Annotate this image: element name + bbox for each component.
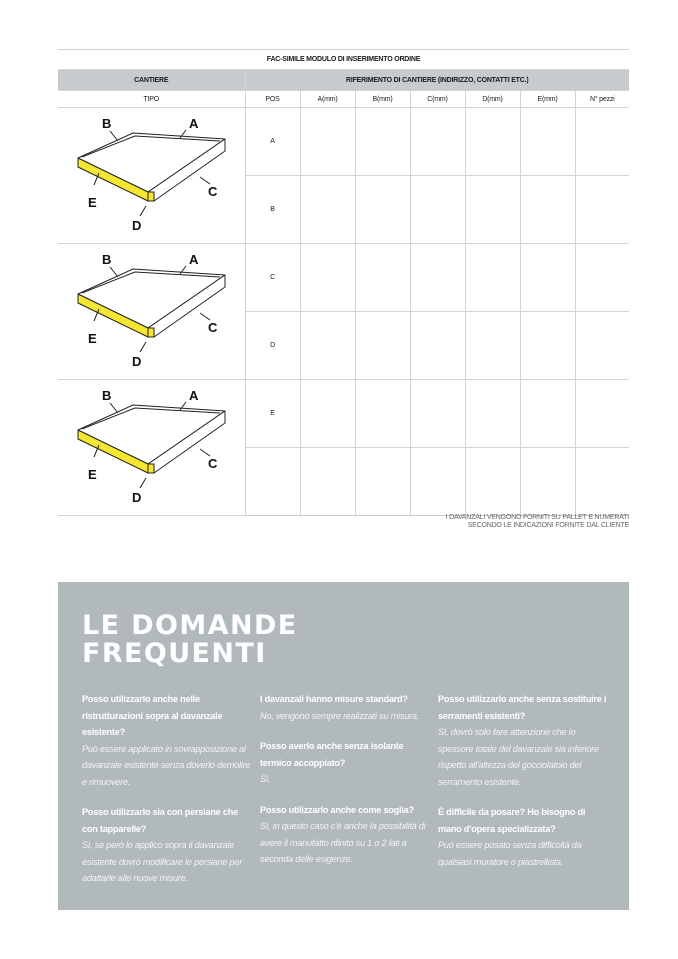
faq-question: Posso utilizzarlo anche senza sostituire i serramenti esistenti? — [438, 694, 607, 721]
label-a: A — [189, 116, 199, 131]
label-c: C — [208, 320, 218, 335]
sill-diagram — [58, 244, 244, 377]
order-form-table — [58, 69, 629, 516]
input-cell[interactable] — [465, 312, 520, 380]
faq-answer: Può essere applicato in sovrapposizione al davanzale esistente senza doverlo demolire e rimuovere. — [82, 743, 251, 787]
input-cell[interactable] — [300, 244, 355, 312]
faq-item — [82, 804, 252, 887]
input-cell[interactable] — [575, 448, 629, 516]
faq-answer: Sì. — [260, 774, 271, 784]
sill-end-cap — [148, 328, 154, 337]
sill-end-cap — [148, 464, 154, 473]
col-e: E(mm) — [520, 91, 575, 108]
label-c: C — [208, 184, 218, 199]
faq-title-line-2: FREQUENTI — [82, 638, 267, 669]
input-cell[interactable] — [410, 380, 465, 448]
input-cell[interactable] — [465, 176, 520, 244]
pos-cell: C — [245, 244, 300, 312]
label-d: D — [132, 490, 142, 505]
label-a: A — [189, 388, 199, 403]
col-pos: POS — [245, 91, 300, 108]
pos-cell: D — [245, 312, 300, 380]
faq-section — [58, 582, 629, 910]
input-cell[interactable] — [465, 448, 520, 516]
faq-question: Posso averlo anche senza isolante termico accoppiato? — [260, 741, 404, 768]
leader-c — [200, 449, 210, 456]
leader-c — [200, 313, 210, 320]
input-cell[interactable] — [465, 380, 520, 448]
faq-question: Posso utilizzarlo anche nelle ristrutturazioni sopra al davanzale esistente? — [82, 694, 223, 737]
pos-cell: B — [245, 176, 300, 244]
sill-diagram-cell — [58, 244, 245, 380]
col-pezzi: N° pezzi — [575, 91, 629, 108]
leader-b — [110, 267, 118, 277]
header-cantiere: CANTIERE — [58, 70, 245, 91]
header-riferimento: RIFERIMENTO DI CANTIERE (INDIRIZZO, CONTATTI ETC.) — [245, 70, 629, 91]
input-cell[interactable] — [520, 108, 575, 176]
input-cell[interactable] — [520, 176, 575, 244]
pos-cell: A — [245, 108, 300, 176]
col-d: D(mm) — [465, 91, 520, 108]
pos-cell — [245, 448, 300, 516]
input-cell[interactable] — [355, 448, 410, 516]
col-c: C(mm) — [410, 91, 465, 108]
faq-answer: Sì, dovrò solo fare attenzione che lo spessore totale del davanzale sia inferiore rispetto all'altezza del gocciolatoio del serramento esistente. — [438, 727, 599, 787]
label-d: D — [132, 354, 142, 369]
faq-item — [260, 738, 430, 788]
delivery-footnote — [446, 514, 629, 530]
faq-item — [260, 691, 430, 724]
leader-d — [140, 342, 146, 352]
faq-question: I davanzali hanno misure standard? — [260, 694, 408, 704]
input-cell[interactable] — [520, 312, 575, 380]
label-b: B — [102, 116, 112, 131]
pos-cell: E — [245, 380, 300, 448]
input-cell[interactable] — [410, 312, 465, 380]
input-cell[interactable] — [355, 312, 410, 380]
label-e: E — [88, 331, 97, 346]
input-cell[interactable] — [520, 448, 575, 516]
faq-title-line-1: LE DOMANDE — [82, 610, 298, 641]
input-cell[interactable] — [520, 244, 575, 312]
faq-answer: Sì, in questo caso c'è anche la possibilità di avere il manufatto rifinito su 1 o 2 lati a seconda delle esigenze. — [260, 821, 426, 864]
input-cell[interactable] — [410, 448, 465, 516]
faq-answer: Può essere posato senza difficoltà da qualsiasi muratore o piastrellista. — [438, 840, 582, 867]
faq-question: Posso utilizzarlo anche come soglia? — [260, 804, 414, 815]
leader-b — [110, 131, 118, 141]
label-b: B — [102, 388, 112, 403]
input-cell[interactable] — [465, 244, 520, 312]
input-cell[interactable] — [300, 108, 355, 176]
sill-end-cap — [148, 192, 154, 201]
input-cell[interactable] — [355, 108, 410, 176]
input-cell[interactable] — [575, 244, 629, 312]
label-e: E — [88, 467, 97, 482]
label-d: D — [132, 218, 142, 233]
label-e: E — [88, 195, 97, 210]
input-cell[interactable] — [300, 312, 355, 380]
input-cell[interactable] — [575, 176, 629, 244]
faq-column-3 — [438, 691, 608, 884]
input-cell[interactable] — [355, 244, 410, 312]
col-tipo: TIPO — [58, 91, 245, 108]
leader-d — [140, 478, 146, 488]
faq-question: Posso utilizzarlo sia con persiane che con tapparelle? — [82, 807, 238, 834]
form-title: FAC-SIMILE MODULO DI INSERIMENTO ORDINE — [58, 49, 629, 69]
leader-c — [200, 177, 210, 184]
faq-column-2 — [260, 691, 430, 882]
leader-d — [140, 206, 146, 216]
col-a: A(mm) — [300, 91, 355, 108]
label-b: B — [102, 252, 112, 267]
input-cell[interactable] — [410, 244, 465, 312]
footnote-line-1: I DAVANZALI VENGONO FORNITI SU PALLET E NUMERATI — [445, 514, 629, 521]
faq-answer: No, vengono sempre realizzati su misura. — [260, 710, 420, 721]
faq-question: È difficile da posare? Ho bisogno di mano d'opera specializzata? — [438, 807, 586, 834]
faq-item — [82, 691, 252, 790]
input-cell[interactable] — [300, 448, 355, 516]
input-cell[interactable] — [410, 108, 465, 176]
input-cell[interactable] — [575, 108, 629, 176]
footnote-line-2: SECONDO LE INDICAZIONI FORNITE DAL CLIENTE — [467, 522, 629, 529]
faq-column-1 — [82, 691, 252, 901]
faq-item — [438, 691, 608, 790]
input-cell[interactable] — [575, 312, 629, 380]
sill-diagram — [58, 108, 244, 241]
input-cell[interactable] — [355, 176, 410, 244]
input-cell[interactable] — [465, 108, 520, 176]
input-cell[interactable] — [575, 380, 629, 448]
faq-item — [438, 804, 608, 870]
input-cell[interactable] — [520, 380, 575, 448]
faq-title — [82, 612, 298, 668]
col-b: B(mm) — [355, 91, 410, 108]
label-a: A — [189, 252, 199, 267]
input-cell[interactable] — [410, 176, 465, 244]
sill-diagram — [58, 380, 244, 513]
input-cell[interactable] — [300, 380, 355, 448]
leader-b — [110, 403, 118, 413]
faq-item — [260, 802, 430, 868]
input-cell[interactable] — [300, 176, 355, 244]
input-cell[interactable] — [355, 380, 410, 448]
label-c: C — [208, 456, 218, 471]
faq-answer: Sì, se però lo applico sopra il davanzale esistente dovrò modificare le persiane per adattarle alle nuove misure. — [82, 840, 243, 883]
sill-diagram-cell — [58, 380, 245, 516]
sill-diagram-cell — [58, 108, 245, 244]
